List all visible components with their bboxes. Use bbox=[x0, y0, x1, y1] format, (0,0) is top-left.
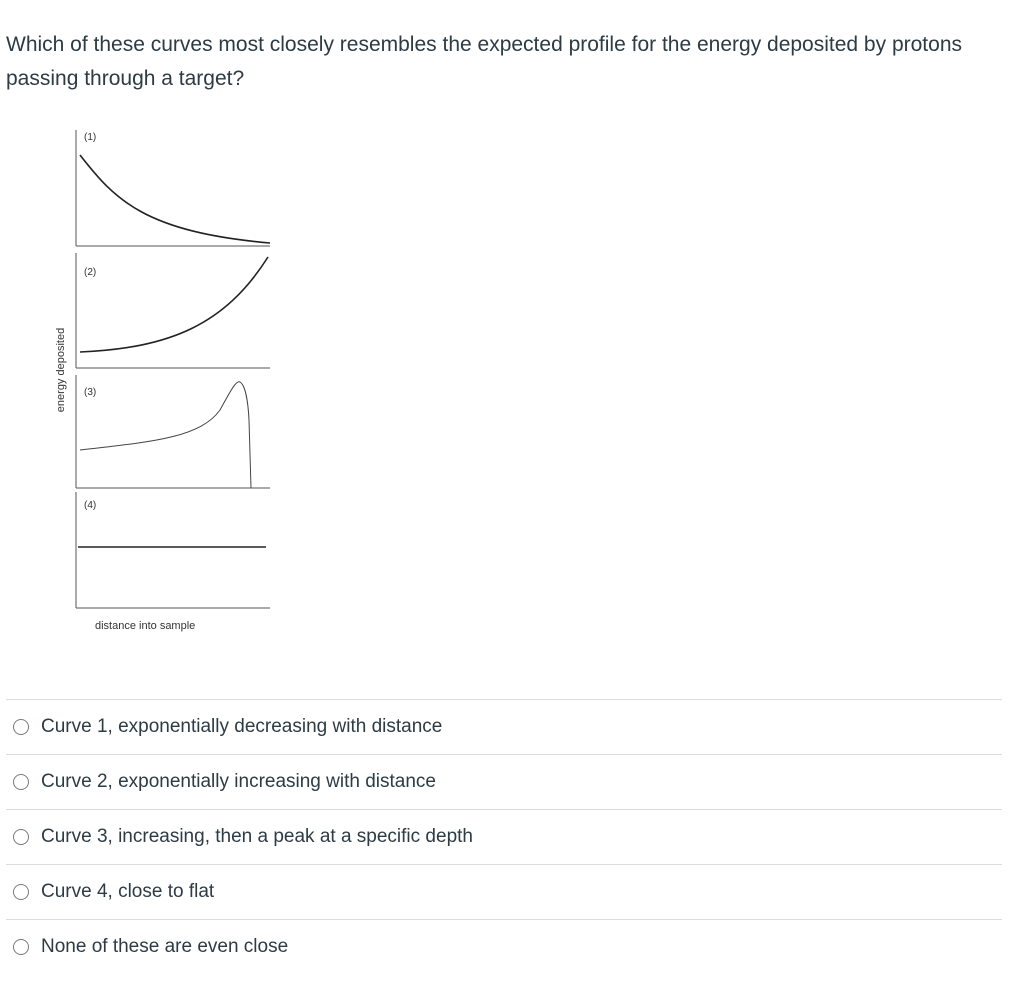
question-text: Which of these curves most closely resembles the expected profile for the energy deposited by protons passing through a target? bbox=[6, 33, 962, 90]
answer-option-4[interactable] bbox=[6, 865, 1002, 920]
curves-figure-svg bbox=[40, 120, 290, 640]
panel-2 bbox=[76, 253, 270, 368]
panel-1-label: (1) bbox=[84, 132, 97, 143]
panel-4-label: (4) bbox=[84, 500, 97, 511]
panel-2-label: (2) bbox=[84, 267, 97, 278]
radio-button[interactable] bbox=[13, 829, 29, 845]
answer-label[interactable]: Curve 3, increasing, then a peak at a specific depth bbox=[41, 826, 473, 847]
panel-1-curve bbox=[80, 155, 270, 243]
radio-button[interactable] bbox=[13, 939, 29, 955]
panel-4 bbox=[76, 492, 270, 608]
figure-ylabel: energy deposited bbox=[55, 327, 67, 413]
answer-list bbox=[6, 699, 1002, 974]
figure-xlabel: distance into sample bbox=[95, 620, 196, 632]
answer-label[interactable]: Curve 4, close to flat bbox=[41, 881, 215, 902]
answer-label[interactable]: Curve 1, exponentially decreasing with distance bbox=[41, 716, 443, 737]
radio-button[interactable] bbox=[13, 884, 29, 900]
answer-option-3[interactable] bbox=[6, 810, 1002, 865]
panel-1 bbox=[76, 130, 270, 246]
answer-option-5[interactable] bbox=[6, 920, 1002, 974]
curves-figure bbox=[40, 120, 290, 640]
panel-3-curve bbox=[80, 382, 251, 488]
answer-label[interactable]: None of these are even close bbox=[41, 936, 289, 957]
panel-2-curve bbox=[80, 257, 268, 352]
answer-option-2[interactable] bbox=[6, 755, 1002, 810]
radio-button[interactable] bbox=[13, 774, 29, 790]
panel-3-label: (3) bbox=[84, 387, 97, 398]
radio-button[interactable] bbox=[13, 719, 29, 735]
answer-label[interactable]: Curve 2, exponentially increasing with distance bbox=[41, 771, 436, 792]
panel-3 bbox=[76, 375, 270, 488]
answer-option-1[interactable] bbox=[6, 700, 1002, 755]
